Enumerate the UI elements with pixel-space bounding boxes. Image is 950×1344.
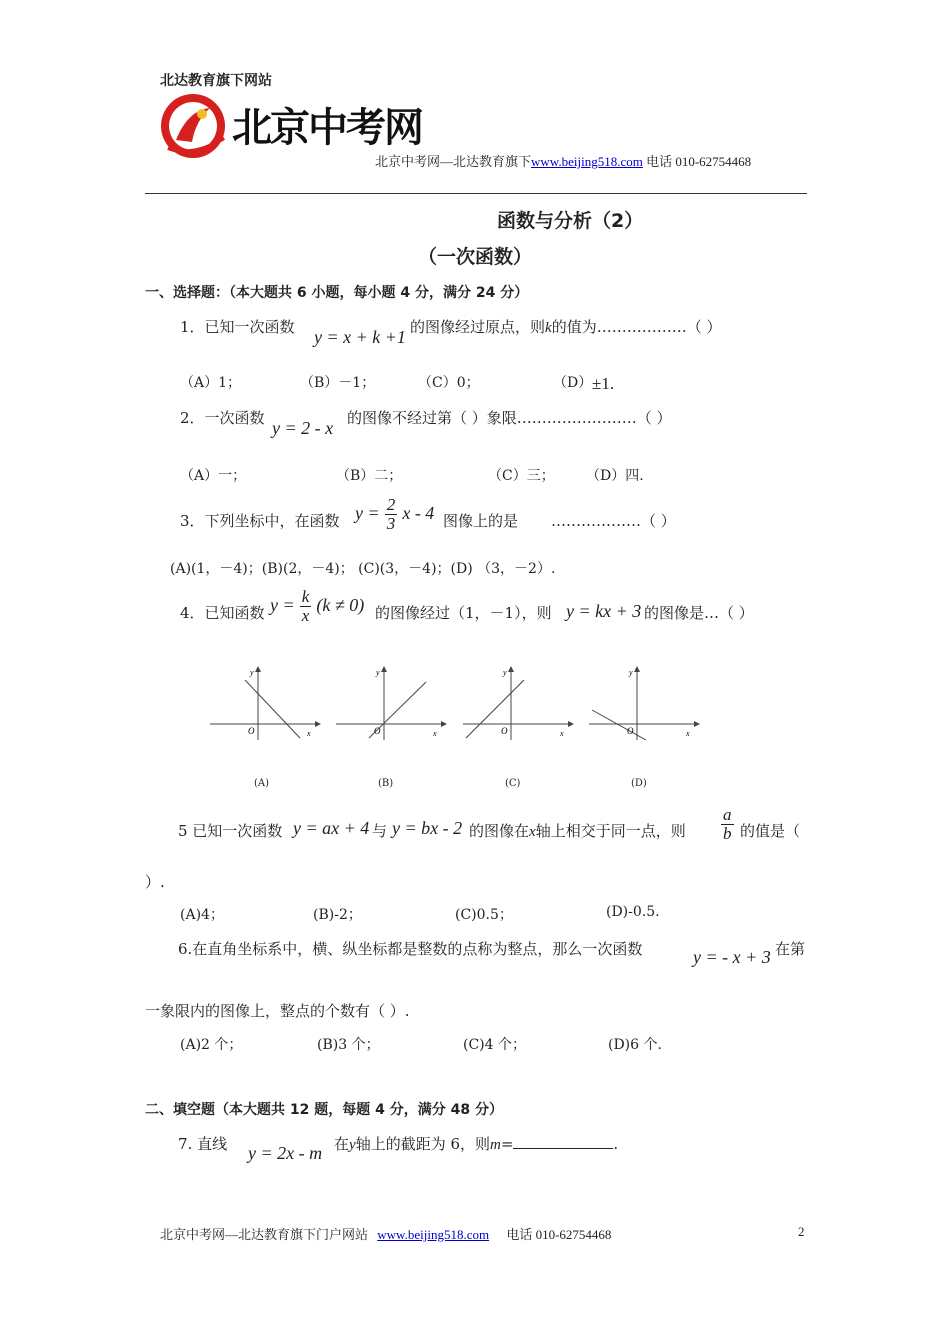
svg-text:y: y — [503, 668, 507, 677]
q5-fraction: $\frac{a}{b}$ — [723, 805, 732, 843]
q1-opt-d: （D） — [553, 375, 593, 391]
q3-options: (A)(1，－4)；(B)(2，－4)； (C)(3，－4)；(D) （3，－2）. — [170, 561, 556, 577]
svg-text:x: x — [307, 729, 311, 738]
footer-phone: 电话 010-62754468 — [506, 1227, 612, 1242]
q6-opt-c: (C)4 个； — [463, 1037, 526, 1053]
q4-graph-a-label: (A) — [254, 778, 270, 789]
q4-formula: y = $\frac{k}{x}$ (k ≠ 0) — [270, 587, 365, 625]
contact-prefix: 北京中考网—北达教育旗下 — [375, 154, 532, 169]
q7-formula: y = 2x - m — [248, 1143, 323, 1163]
q6-opt-d: (D)6 个. — [608, 1037, 662, 1053]
q1-text: 1．已知一次函数 — [180, 318, 295, 336]
q4-text3: 的图像是…（ ） — [644, 604, 754, 622]
svg-text:x: x — [560, 729, 564, 738]
svg-text:y: y — [629, 668, 633, 677]
q4-formula2: y = kx + 3 — [566, 601, 642, 621]
q6-text3: 一象限内的图像上，整点的个数有（ ）. — [145, 1002, 410, 1020]
section2-heading: 二、填空题（本大题共 12 题，每题 4 分，满分 48 分） — [145, 1102, 503, 1118]
q4-graph-c-label: (C) — [505, 778, 521, 789]
svg-text:y: y — [250, 668, 254, 677]
svg-text:O: O — [248, 726, 255, 736]
q4-graph-b — [331, 660, 451, 744]
contact-url-link[interactable]: www.beijing518.com — [531, 154, 643, 169]
page-number: 2 — [798, 1224, 805, 1239]
q5-formula1: y = ax + 4 — [293, 818, 370, 838]
q2-opt-a: （A）一； — [180, 468, 247, 484]
q2-opt-d: （D）四. — [586, 468, 644, 484]
q7-text: 7. 直线 — [178, 1135, 228, 1153]
q6-opt-b: (B)3 个； — [317, 1037, 380, 1053]
contact-phone: 电话 010-62754468 — [646, 154, 752, 169]
logo-text: 北京中考网 — [232, 105, 422, 151]
q4-text2: 的图像经过（1，－1），则 — [375, 604, 552, 622]
q4-graph-a — [205, 660, 325, 744]
q5-opt-a: (A)4； — [180, 907, 224, 923]
svg-text:y: y — [376, 668, 380, 677]
q2-opt-b: （B）二； — [336, 468, 403, 484]
q1-opt-c: （C）0； — [418, 375, 480, 391]
doc-subtitle: （一次函数） — [418, 246, 533, 268]
q4-graph-c — [458, 660, 578, 744]
q5-text6: ）. — [145, 873, 165, 891]
q3-text2: 图像上的是 — [443, 512, 519, 530]
q1-opt-a: （A）1； — [180, 375, 242, 391]
q2-text: 2．一次函数 — [180, 409, 265, 427]
section1-heading: 一、选择题：（本大题共 6 小题，每小题 4 分，满分 24 分） — [145, 285, 529, 301]
svg-text:x: x — [686, 729, 690, 738]
q6-formula: y = - x + 3 — [693, 947, 771, 967]
svg-text:x: x — [433, 729, 437, 738]
site-tagline: 北达教育旗下网站 — [160, 73, 272, 89]
q3-text3: ………………（ ） — [551, 512, 676, 530]
q1-text2: 的图像经过原点，则k的值为………………（ ） — [410, 318, 722, 336]
q5-text5: 的值是（ — [740, 822, 801, 840]
q1-opt-d-value: ±1. — [592, 374, 615, 393]
q5-opt-c: (C)0.5； — [455, 907, 513, 923]
header-contact — [375, 151, 751, 170]
q5-text3: 的图像在x轴上相交于同一点，则 — [469, 822, 686, 840]
q4-graph-d-label: (D) — [631, 778, 647, 789]
q6-text2: 在第 — [775, 940, 806, 958]
q5-text: 5 已知一次函数 — [178, 822, 283, 840]
q3-fraction: $\frac{2}{3}$ — [386, 495, 396, 533]
footer-prefix: 北京中考网—北达教育旗下门户网站 — [160, 1227, 369, 1242]
svg-text:O: O — [374, 726, 381, 736]
logo-emblem — [158, 90, 230, 160]
q6-text: 6.在直角坐标系中，横、纵坐标都是整数的点称为整点，那么一次函数 — [178, 940, 643, 958]
q7-answer-blank[interactable] — [513, 1134, 613, 1149]
header-divider — [145, 193, 807, 194]
q6-opt-a: (A)2 个； — [180, 1037, 243, 1053]
q3-formula: y = $\frac{2}{3}$ x - 4 — [355, 495, 435, 533]
q4-text: 4．已知函数 — [180, 604, 265, 622]
q2-opt-c: （C）三； — [488, 468, 555, 484]
q5-opt-d: (D)-0.5. — [606, 904, 660, 920]
q4-graph-d — [584, 660, 704, 744]
svg-text:O: O — [501, 726, 508, 736]
q1-formula: y = x + k +1 — [314, 327, 406, 347]
footer-url-link[interactable]: www.beijing518.com — [377, 1227, 490, 1242]
q7-text2: 在y轴上的截距为 6，则m= . — [334, 1135, 619, 1153]
q2-formula: y = 2 - x — [272, 418, 334, 438]
q5-opt-b: (B)-2； — [313, 907, 362, 923]
q4-graph-b-label: (B) — [378, 778, 394, 789]
q2-text2: 的图像不经过第（ ）象限……………………（ ） — [347, 409, 672, 427]
q1-opt-b: （B）－1； — [300, 375, 376, 391]
doc-title: 函数与分析（2） — [497, 210, 644, 232]
q4-fraction: $\frac{k}{x}$ — [301, 587, 310, 625]
footer-contact — [160, 1224, 611, 1243]
q5-formula2: y = bx - 2 — [392, 818, 463, 838]
q3-text: 3．下列坐标中，在函数 — [180, 512, 340, 530]
q5-text2: 与 — [372, 822, 388, 840]
svg-text:O: O — [627, 726, 634, 736]
